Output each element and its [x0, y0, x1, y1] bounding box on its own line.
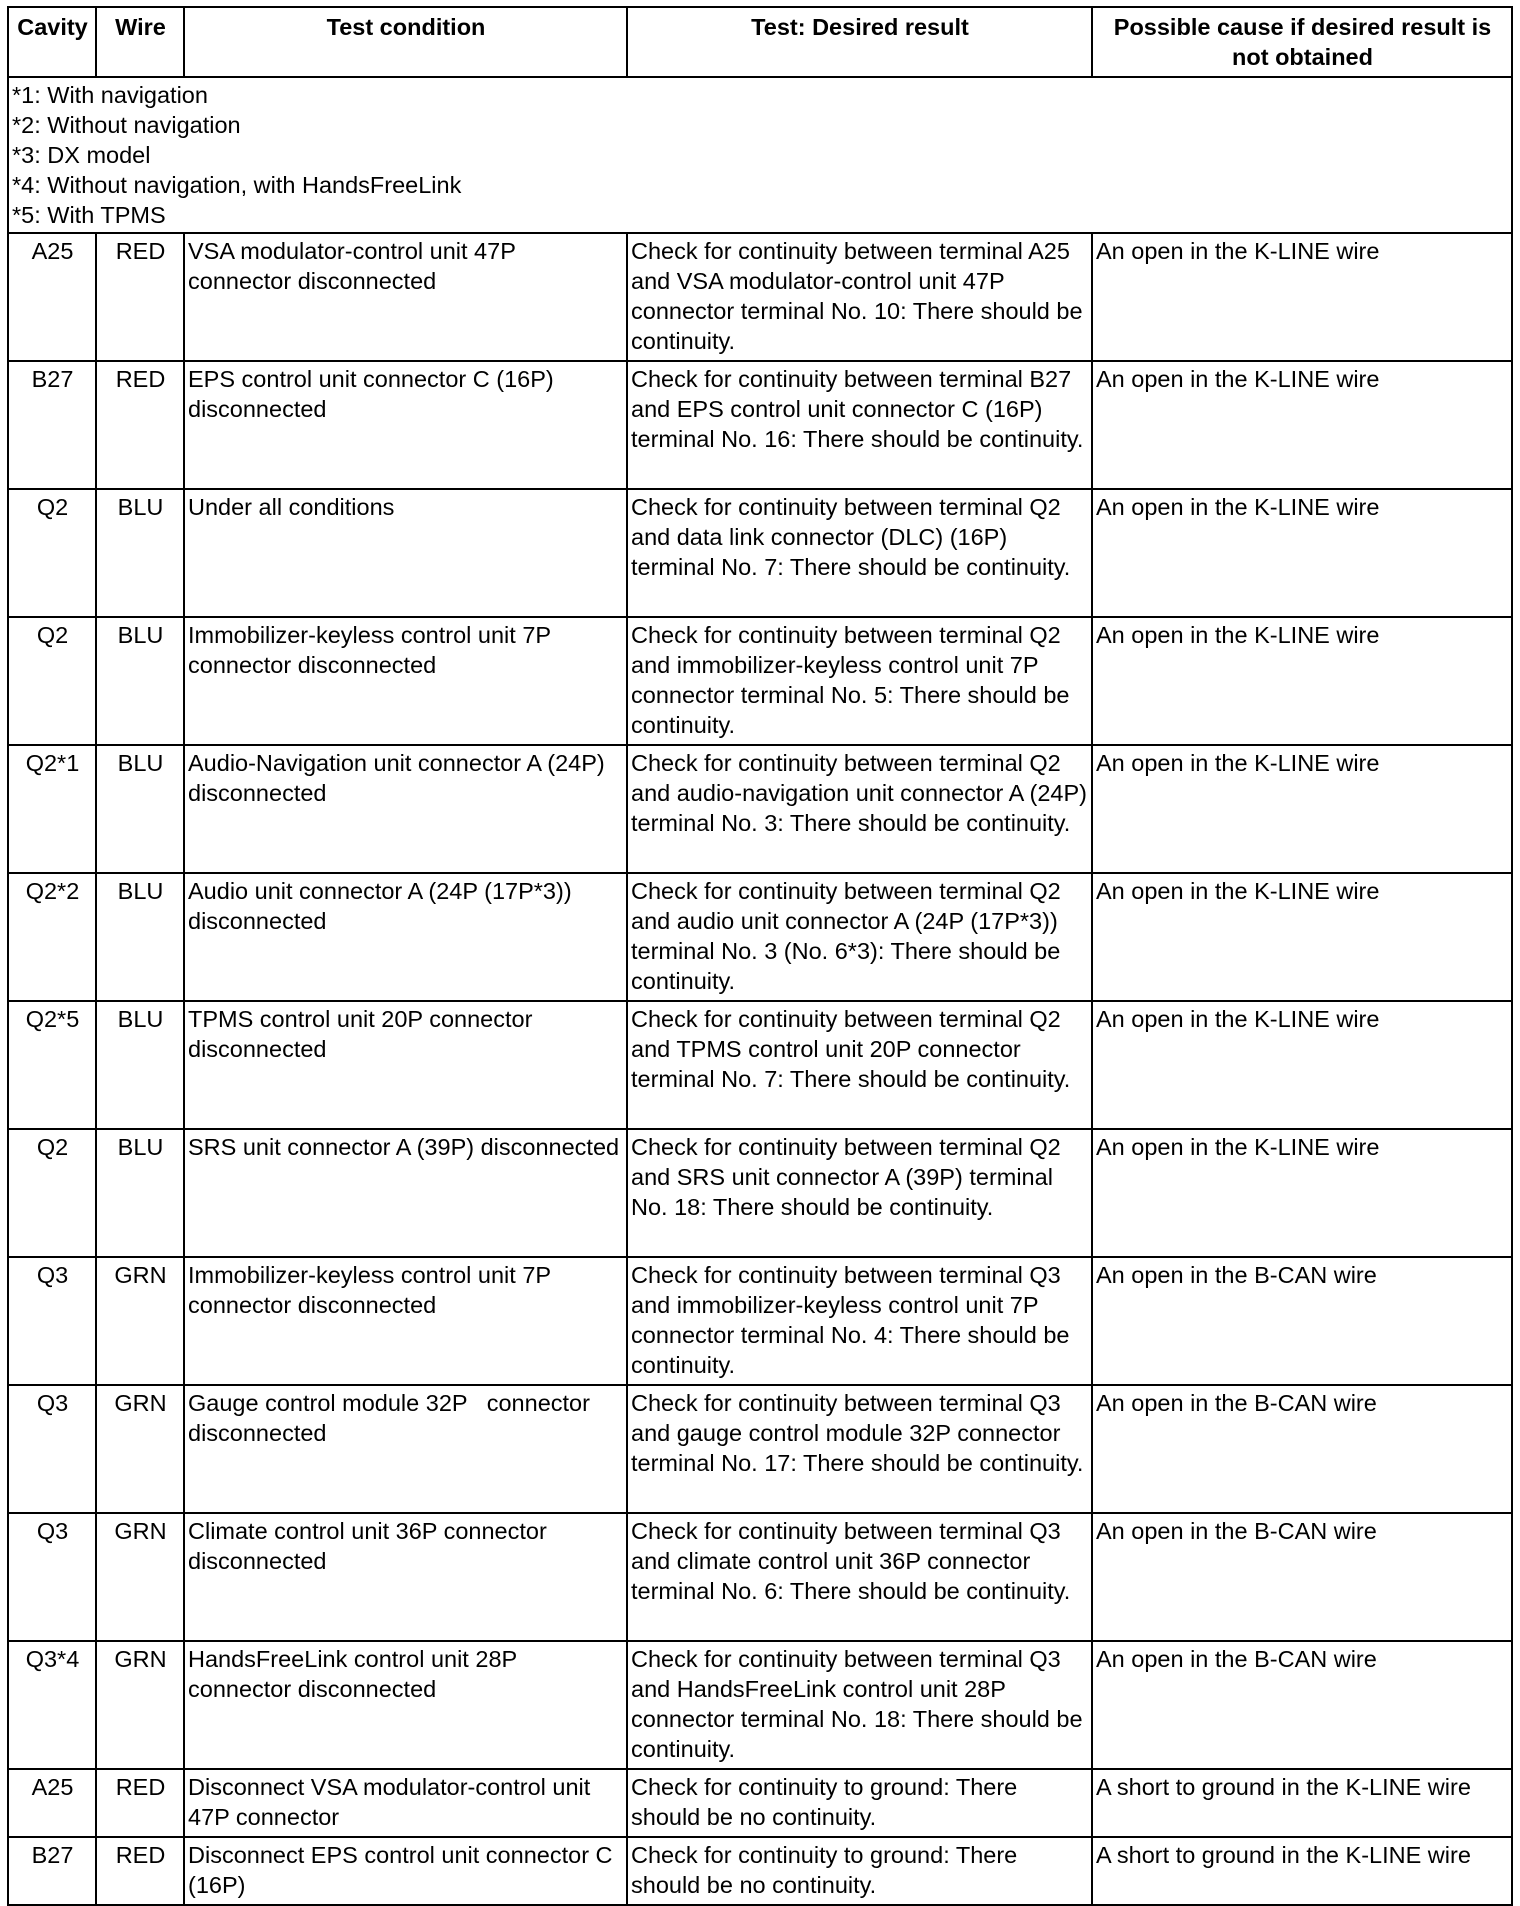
- wire-cell: GRN: [96, 1641, 184, 1769]
- result-cell: Check for continuity to ground: There should be no continuity.: [627, 1769, 1092, 1837]
- condition-cell: Immobilizer-keyless control unit 7P connector disconnected: [184, 617, 627, 745]
- condition-cell: Disconnect VSA modulator-control unit 47P connector: [184, 1769, 627, 1837]
- table-row: [8, 361, 1512, 489]
- result-cell: Check for continuity between terminal B27 and EPS control unit connector C (16P) terminal No. 16: There should be continuity.: [627, 361, 1092, 489]
- table-row: [8, 1837, 1512, 1905]
- condition-cell: Climate control unit 36P connector disconnected: [184, 1513, 627, 1641]
- wire-cell: BLU: [96, 745, 184, 873]
- cavity-cell: Q2*5: [8, 1001, 96, 1129]
- cause-cell: An open in the B-CAN wire: [1092, 1257, 1512, 1385]
- result-cell: Check for continuity between terminal Q3 and immobilizer-keyless control unit 7P connector terminal No. 4: There should be continuity.: [627, 1257, 1092, 1385]
- notes-row: [8, 77, 1512, 233]
- table-row: [8, 1769, 1512, 1837]
- wire-cell: GRN: [96, 1513, 184, 1641]
- cavity-cell: Q2: [8, 1129, 96, 1257]
- header-cavity: Cavity: [8, 7, 96, 77]
- wire-cell: BLU: [96, 1001, 184, 1129]
- wire-cell: BLU: [96, 617, 184, 745]
- condition-cell: Gauge control module 32P connector disconnected: [184, 1385, 627, 1513]
- cavity-cell: Q3: [8, 1513, 96, 1641]
- cause-cell: An open in the K-LINE wire: [1092, 489, 1512, 617]
- footnote: *5: With TPMS: [12, 202, 166, 228]
- table-row: [8, 1257, 1512, 1385]
- table-row: [8, 1641, 1512, 1769]
- result-cell: Check for continuity between terminal Q2 and audio unit connector A (24P (17P*3)) terminal No. 3 (No. 6*3): There should be continuity.: [627, 873, 1092, 1001]
- result-cell: Check for continuity between terminal Q3 and HandsFreeLink control unit 28P connector terminal No. 18: There should be continuity.: [627, 1641, 1092, 1769]
- table-row: [8, 873, 1512, 1001]
- cause-cell: A short to ground in the K-LINE wire: [1092, 1837, 1512, 1905]
- condition-cell: EPS control unit connector C (16P) disconnected: [184, 361, 627, 489]
- wire-cell: GRN: [96, 1385, 184, 1513]
- footnote: *4: Without navigation, with HandsFreeLink: [12, 172, 462, 198]
- result-cell: Check for continuity between terminal Q2 and immobilizer-keyless control unit 7P connector terminal No. 5: There should be continuity.: [627, 617, 1092, 745]
- cause-cell: An open in the K-LINE wire: [1092, 873, 1512, 1001]
- wire-cell: RED: [96, 233, 184, 361]
- cause-cell: An open in the K-LINE wire: [1092, 233, 1512, 361]
- footnote: *3: DX model: [12, 142, 151, 168]
- cavity-cell: Q2*2: [8, 873, 96, 1001]
- cavity-cell: Q2: [8, 489, 96, 617]
- header-row: [8, 7, 1512, 77]
- table-row: [8, 1385, 1512, 1513]
- wire-cell: RED: [96, 1769, 184, 1837]
- header-test-condition: Test condition: [184, 7, 627, 77]
- header-desired-result: Test: Desired result: [627, 7, 1092, 77]
- condition-cell: VSA modulator-control unit 47P connector disconnected: [184, 233, 627, 361]
- wire-cell: RED: [96, 361, 184, 489]
- cause-cell: An open in the B-CAN wire: [1092, 1513, 1512, 1641]
- condition-cell: Disconnect EPS control unit connector C (16P): [184, 1837, 627, 1905]
- cause-cell: An open in the B-CAN wire: [1092, 1641, 1512, 1769]
- result-cell: Check for continuity between terminal A25 and VSA modulator-control unit 47P connector terminal No. 10: There should be continuity.: [627, 233, 1092, 361]
- cavity-cell: Q2*1: [8, 745, 96, 873]
- footnote: *1: With navigation: [12, 82, 208, 108]
- table-row: [8, 617, 1512, 745]
- condition-cell: Immobilizer-keyless control unit 7P connector disconnected: [184, 1257, 627, 1385]
- footnote: *2: Without navigation: [12, 112, 241, 138]
- condition-cell: Audio-Navigation unit connector A (24P) disconnected: [184, 745, 627, 873]
- cavity-cell: Q2: [8, 617, 96, 745]
- cavity-cell: Q3: [8, 1385, 96, 1513]
- header-possible-cause: Possible cause if desired result is not obtained: [1092, 7, 1512, 77]
- cause-cell: A short to ground in the K-LINE wire: [1092, 1769, 1512, 1837]
- wire-cell: BLU: [96, 873, 184, 1001]
- cavity-cell: Q3: [8, 1257, 96, 1385]
- wire-cell: BLU: [96, 489, 184, 617]
- wire-cell: BLU: [96, 1129, 184, 1257]
- result-cell: Check for continuity between terminal Q2 and data link connector (DLC) (16P) terminal No. 7: There should be continuity.: [627, 489, 1092, 617]
- cause-cell: An open in the K-LINE wire: [1092, 745, 1512, 873]
- table-row: [8, 1001, 1512, 1129]
- result-cell: Check for continuity between terminal Q2 and audio-navigation unit connector A (24P) terminal No. 3: There should be continuity.: [627, 745, 1092, 873]
- result-cell: Check for continuity between terminal Q2 and TPMS control unit 20P connector terminal No. 7: There should be continuity.: [627, 1001, 1092, 1129]
- cavity-cell: B27: [8, 361, 96, 489]
- table-row: [8, 233, 1512, 361]
- cause-cell: An open in the K-LINE wire: [1092, 1001, 1512, 1129]
- header-wire: Wire: [96, 7, 184, 77]
- table-row: [8, 745, 1512, 873]
- wire-cell: GRN: [96, 1257, 184, 1385]
- condition-cell: HandsFreeLink control unit 28P connector disconnected: [184, 1641, 627, 1769]
- footnotes: [8, 77, 1512, 233]
- result-cell: Check for continuity between terminal Q3 and gauge control module 32P connector terminal No. 17: There should be continuity.: [627, 1385, 1092, 1513]
- cavity-cell: Q3*4: [8, 1641, 96, 1769]
- condition-cell: Audio unit connector A (24P (17P*3)) disconnected: [184, 873, 627, 1001]
- table-row: [8, 1513, 1512, 1641]
- wire-cell: RED: [96, 1837, 184, 1905]
- cavity-cell: A25: [8, 1769, 96, 1837]
- condition-cell: SRS unit connector A (39P) disconnected: [184, 1129, 627, 1257]
- cause-cell: An open in the K-LINE wire: [1092, 1129, 1512, 1257]
- result-cell: Check for continuity to ground: There should be no continuity.: [627, 1837, 1092, 1905]
- cause-cell: An open in the B-CAN wire: [1092, 1385, 1512, 1513]
- table-row: [8, 489, 1512, 617]
- table-row: [8, 1129, 1512, 1257]
- result-cell: Check for continuity between terminal Q2 and SRS unit connector A (39P) terminal No. 18: There should be continuity.: [627, 1129, 1092, 1257]
- result-cell: Check for continuity between terminal Q3 and climate control unit 36P connector terminal No. 6: There should be continuity.: [627, 1513, 1092, 1641]
- cause-cell: An open in the K-LINE wire: [1092, 617, 1512, 745]
- cause-cell: An open in the K-LINE wire: [1092, 361, 1512, 489]
- cavity-cell: A25: [8, 233, 96, 361]
- connector-test-table: [7, 6, 1513, 1906]
- cavity-cell: B27: [8, 1837, 96, 1905]
- condition-cell: Under all conditions: [184, 489, 627, 617]
- condition-cell: TPMS control unit 20P connector disconnected: [184, 1001, 627, 1129]
